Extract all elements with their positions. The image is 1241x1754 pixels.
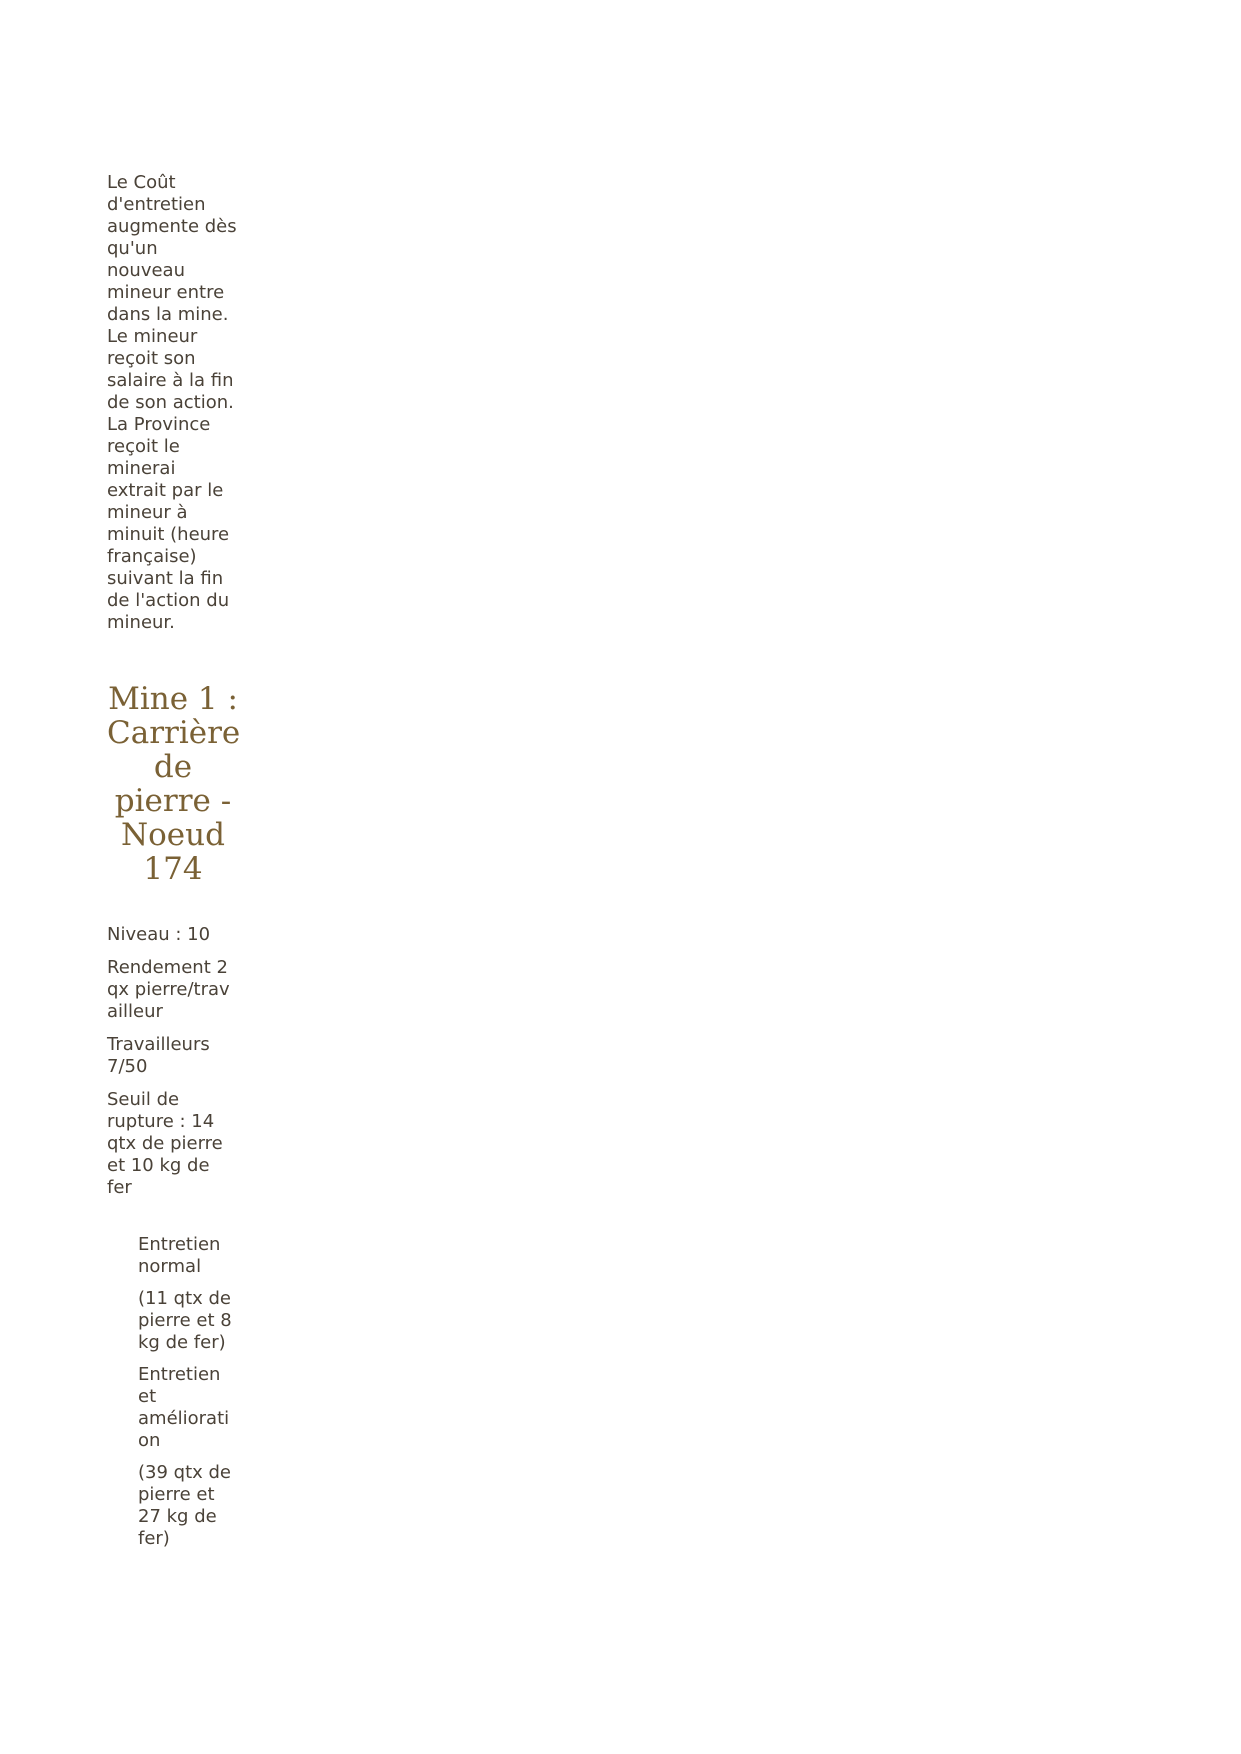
mine-break-threshold: Seuil de rupture : 14 qtx de pierre et 10 kg de fer [107,1089,223,1198]
mine-yield: Rendement 2 qx pierre/travailleur [107,957,230,1022]
maintenance-options [107,1234,239,1550]
option-normal-label[interactable]: Entretien normal [138,1234,221,1277]
mine-workers: Travailleurs 7/50 [107,1034,210,1077]
mine-level: Niveau : 10 [107,924,211,945]
mine-title: Mine 1 : Carrière de pierre - Noeud 174 [107,681,241,887]
mine-stats [107,924,239,1199]
intro-paragraph: Le Coût d'entretien augmente dès qu'un nouveau mineur entre dans la mine. Le mineur reçoit son salaire à la fin de son action. La Province reçoit le minerai extrait par le mineur à minuit (heure française) suivant la fin de l'action du mineur. [107,172,237,633]
option-upgrade-cost: (39 qtx de pierre et 27 kg de fer) [138,1462,232,1549]
option-upgrade-label[interactable]: Entretien et amélioration [138,1364,230,1451]
option-normal-cost: (11 qtx de pierre et 8 kg de fer) [138,1288,232,1353]
content-column [107,172,239,1560]
